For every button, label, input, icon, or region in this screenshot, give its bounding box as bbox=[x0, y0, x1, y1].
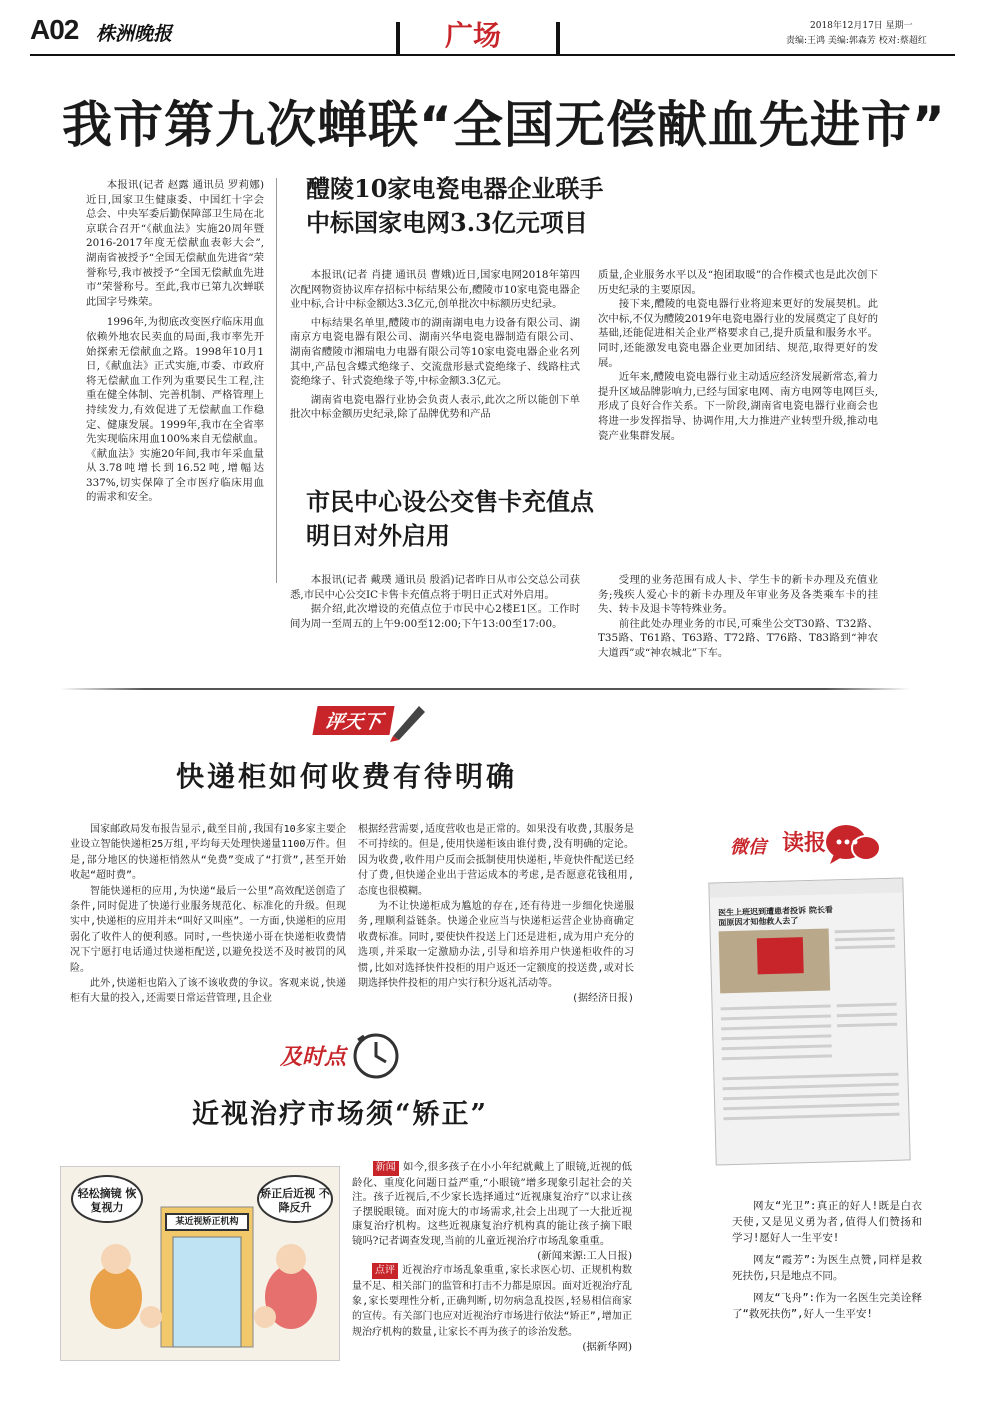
article-bus-card-col1 bbox=[290, 573, 580, 631]
paragraph: 质量,企业服务水平以及“抱团取暖”的合作模式也是此次创下历史纪录的主要原因。 bbox=[598, 269, 878, 296]
column-rule bbox=[276, 178, 277, 583]
header-rule bbox=[30, 54, 955, 56]
paragraph: 1996年,为彻底改变医疗临床用血依赖外地农民卖血的局面,我市率先开始探索无偿献血之路。1998年10月1日,《献血法》正式实施,市委、市政府将无偿献血工作列为重要民生工程,注重在健全体制、完善机制、严格管理上持续发力,有效促进了无偿献血工作稳定、健康发展。1999年,我市在全省率先实现临床用血100%来自无偿献血。《献血法》实施20年间,我市年采血量从3.78吨增长到16.52吨,增幅达337%,切实保障了全市医疗临床用血的需求和安全。 bbox=[86, 316, 264, 504]
wechat-logo-read: 读报 bbox=[782, 831, 827, 856]
paragraph: 本报讯(记者 肖捷 通讯员 曹娥)近日,国家电网2018年第四次配网物资协议库存招标中标结果公布,醴陵市10家电瓷电器企业中标,合计中标金额达3.3亿元,创单批次中标额历史纪录。 bbox=[290, 269, 580, 311]
comment-tag: 点评 bbox=[372, 1263, 398, 1278]
thumbnail-text-line bbox=[722, 1044, 832, 1050]
header-divider-left bbox=[396, 22, 400, 54]
paragraph: 根据经营需要,适度营收也是正常的。如果没有收费,其服务是不可持续的。但是,使用快递柜该由谁付费,没有明确的定论。因为收费,收件用户反而会抵制使用快递柜,毕竟快件配送已经付了费,但快递企业出于营运成本的考虑,是否愿意花钱租用,态度也很模糊。 bbox=[358, 824, 634, 897]
thumbnail-text-line bbox=[721, 1014, 831, 1020]
main-headline: 我市第九次蝉联“全国无偿献血先进市” bbox=[62, 96, 946, 154]
comment-paragraph bbox=[352, 1263, 632, 1340]
section-separator bbox=[60, 688, 910, 690]
thumbnail-header-bar bbox=[709, 879, 902, 898]
thumbnail-photo bbox=[719, 928, 831, 993]
thumbnail-text-line bbox=[721, 1034, 831, 1040]
column-tag-commentary: 评天下 bbox=[312, 706, 394, 735]
reader-comment: 网友“霞芳”:为医生点赞,同样是救死扶伤,只是地点不同。 bbox=[732, 1254, 922, 1282]
article-porcelain-col2 bbox=[598, 268, 878, 443]
commentary-title: 快递柜如何收费有待明确 bbox=[176, 760, 518, 793]
news-tag: 新闻 bbox=[373, 1161, 399, 1176]
timely-title: 近视治疗市场须“矫正” bbox=[192, 1099, 489, 1130]
commentary-col2 bbox=[358, 822, 634, 1007]
thumbnail-text-line bbox=[835, 929, 895, 934]
thumbnail-text-line bbox=[722, 1073, 898, 1081]
news-source: (新闻来源:工人日报) bbox=[537, 1249, 632, 1262]
pen-icon bbox=[385, 698, 431, 748]
paragraph: 受理的业务范围有成人卡、学生卡的新卡办理及充值业务;残疾人爱心卡的新卡办理及年审业务及各类乘车卡的挂失、转卡及退卡等特殊业务。 bbox=[598, 574, 878, 616]
paragraph: 本报讯(记者 赵露 通讯员 罗莉娜)近日,国家卫生健康委、中国红十字会总会、中央军委后勤保障部卫生局在北京联合召开“《献血法》实施20周年暨2016-2017年度无偿献血表彰大会”,湖南省被授予“全国无偿献血先进省”荣誉称号,我市被授予“全国无偿献血先进市”荣誉称号。至此,我市已第九次蝉联此国字号殊荣。 bbox=[86, 179, 264, 308]
header-editors: 责编:王鸿 美编:郭森芳 校对:蔡超红 bbox=[786, 36, 927, 46]
chat-bubble-icon bbox=[822, 820, 882, 872]
title-line: 醴陵10家电瓷电器企业联手 bbox=[306, 174, 604, 203]
page-number: A02 bbox=[30, 14, 79, 45]
article-porcelain-title bbox=[306, 172, 866, 240]
paragraph: 湖南省电瓷电器行业协会负责人表示,此次之所以能创下单批次中标金额历史纪录,除了品牌优势和产品 bbox=[290, 393, 580, 421]
paragraph: 智能快递柜的应用,为快递“最后一公里”高效配送创造了条件,同时促进了快递行业服务规范化、标准化的升级。但现实中,快递柜的应用并未“叫好又叫座”。一方面,快递柜的应用弱化了收件人的便利感。同时,一些快递小哥在快递柜收费情况下宁愿打电话通过快递柜配送,以避免投送不及时被罚的风险。 bbox=[70, 885, 346, 974]
wechat-comments bbox=[732, 1198, 922, 1328]
paragraph: 此外,快递柜也陷入了该不该收费的争议。客观来说,快递柜有大量的投入,还需要日常运营管理,且企业 bbox=[70, 978, 346, 1005]
paragraph: 前往此处办理业务的市民,可乘坐公交T30路、T32路、T35路、T61路、T63路、T72路、T76路、T83路到“神农大道西”或“神农城北”下车。 bbox=[598, 617, 878, 659]
paragraph: 中标结果名单里,醴陵市的湖南湖电电力设备有限公司、湖南京方电瓷电器有限公司、湖南兴华电瓷电器制造有限公司、湖南省醴陵市湘瑞电力电器有限公司等10家电瓷电器企业名列其中,产品包含蝶式绝缘子、交流盘形悬式瓷绝缘子、线路柱式瓷绝缘子、针式瓷绝缘子等,中标金额3.3亿元。 bbox=[290, 316, 580, 388]
column-tag-timely: 及时点 bbox=[280, 1045, 347, 1070]
timely-text bbox=[352, 1160, 632, 1355]
clock-icon bbox=[350, 1030, 402, 1086]
news-text: 如今,很多孩子在小小年纪就戴上了眼镜,近视的低龄化、重度化问题日益严重,“小眼镜”增多现象引起社会的关注。孩子近视后,不少家长选择通过“近视康复治疗”以求让孩子摆脱眼镜。面对庞大的市场需求,社会上出现了一大批近视康复治疗机构。这些近视康复治疗机构真的能让孩子摘下眼镜吗?记者调查发现,当前的儿童近视治疗市场乱象重重。 bbox=[352, 1161, 632, 1247]
section-name: 广场 bbox=[445, 19, 502, 52]
comment-source: (据新华网) bbox=[582, 1341, 632, 1354]
title-line: 市民中心设公交售卡充值点 bbox=[306, 487, 594, 516]
thumbnail-text-line bbox=[837, 1013, 897, 1018]
reader-comment: 网友“光卫”:真正的好人!既是白衣天使,又是见义勇为者,值得人们赞扬和学习!愿好人一生平安! bbox=[732, 1200, 922, 1244]
title-line: 中标国家电网3.3亿元项目 bbox=[306, 208, 588, 237]
thumbnail-text-line bbox=[723, 1113, 899, 1121]
paragraph: 接下来,醴陵的电瓷电器行业将迎来更好的发展契机。此次中标,不仅为醴陵2019年电瓷电器行业的发展奠定了良好的基础,还能促进相关企业严格要求自己,提升质量和服务水平。同时,还能激发电瓷电器企业更加团结、规范,取得更好的发展。 bbox=[598, 298, 878, 369]
commentary-col1 bbox=[70, 822, 346, 1007]
thumbnail-text-line bbox=[837, 1023, 897, 1028]
article-bus-card-col2 bbox=[598, 573, 878, 661]
paper-logo: 株洲晚报 bbox=[96, 23, 173, 45]
thumbnail-text-line bbox=[835, 937, 895, 942]
photo-banner-shape bbox=[757, 937, 804, 974]
thumbnail-text-line bbox=[722, 1054, 832, 1060]
thumbnail-text-line bbox=[835, 945, 895, 950]
comment-text: 近视治疗市场乱象重重,家长求医心切、正规机构数量不足、相关部门的监管和打击不力都是原因。面对近视治疗乱象,家长要理性分析,正确判断,切勿病急乱投医,轻易相信商家的宣传。有关部门也应对近视治疗市场进行依法“矫正”,增加正规治疗机构的数量,让家长不再为孩子的诊治发愁。 bbox=[352, 1265, 632, 1338]
wechat-article-thumbnail[interactable] bbox=[708, 877, 910, 1165]
cartoon-illustration bbox=[60, 1166, 340, 1361]
thumbnail-text-line bbox=[837, 1003, 897, 1008]
source-credit: (据经济日报) bbox=[571, 993, 634, 1005]
thumbnail-text-line bbox=[723, 1093, 899, 1101]
wechat-logo-text: 微信 bbox=[730, 837, 766, 858]
article-bus-card-title bbox=[306, 485, 866, 553]
clinic-sign: 某近视矫正机构 bbox=[165, 1213, 249, 1231]
thumbnail-text-line bbox=[723, 1103, 899, 1111]
paragraph: 本报讯(记者 戴璞 通讯员 殷滔)记者昨日从市公交总公司获悉,市民中心公交IC卡售卡充值点将于明日正式对外启用。 bbox=[290, 574, 580, 601]
thumbnail-text-line bbox=[721, 1004, 831, 1010]
speech-bubble-right: 矫正后近视 不降反升 bbox=[257, 1175, 333, 1223]
article-porcelain-col1 bbox=[290, 268, 580, 422]
paragraph: 为不让快递柜成为尴尬的存在,还有待进一步细化快递服务,理顺利益链条。快递企业应当与快递柜运营企业协商确定收费标准。同时,要使快件投送上门还是进柜,成为用户充分的选项,并采取一定激励办法,引导和培养用户快递柜收件的习惯,比如对选择快件投柜的用户返还一定额度的投送费,或对长期选择快件投柜的用户实行积分返礼活动等。 bbox=[358, 901, 634, 990]
reader-comment: 网友“飞舟”:作为一名医生完美诠释了“救死扶伤”,好人一生平安! bbox=[732, 1292, 922, 1320]
title-line: 明日对外启用 bbox=[306, 521, 450, 550]
header-date: 2018年12月17日 星期一 bbox=[810, 21, 913, 31]
thumbnail-text-line bbox=[721, 1024, 831, 1030]
paragraph: 国家邮政局发布报告显示,截至目前,我国有10多家主要企业设立智能快递柜25万组,平均每天处理快递量1100万件。但是,部分地区的快递柜悄然从“免费”变成了“打赏”,甚至开始收起“超时费”。 bbox=[70, 824, 346, 882]
news-paragraph bbox=[352, 1160, 632, 1249]
article-blood-donation bbox=[86, 178, 264, 505]
thumbnail-text-line bbox=[723, 1083, 899, 1091]
header-divider-right bbox=[556, 22, 560, 54]
paragraph: 据介绍,此次增设的充值点位于市民中心2楼E1区。工作时间为周一至周五的上午9:00至12:00;下午13:00至17:00。 bbox=[290, 603, 580, 630]
paragraph: 近年来,醴陵电瓷电器行业主动适应经济发展新常态,着力提升区域品牌影响力,已经与国家电网、南方电网等电网巨头,形成了良好合作关系。下一阶段,湖南省电瓷电器行业商会也将进一步发挥指导、协调作用,大力推进产业转型升级,推动电瓷产业集群发展。 bbox=[598, 371, 878, 442]
speech-bubble-left: 轻松摘镜 恢复视力 bbox=[71, 1175, 143, 1223]
thumbnail-headline: 医生上班迟到遭患者投诉 院长看面原因才知他救人去了 bbox=[717, 904, 833, 928]
